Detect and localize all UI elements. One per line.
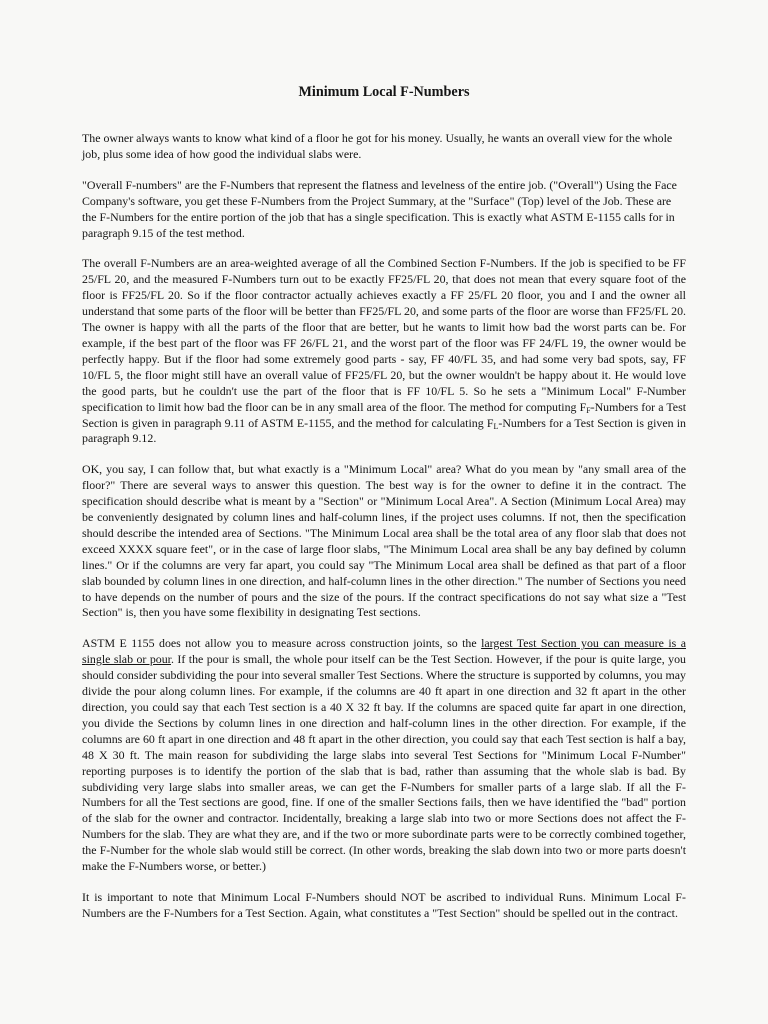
paragraph-intro-text: The owner always wants to know what kind of a floor he got for his money. Usually, he wants an overall view for the whole job, plus some idea of how good the individual slabs were. [82,131,673,161]
paragraph-runs-note-text: It is important to note that Minimum Local F-Numbers should NOT be ascribed to individual Runs. Minimum Local F-Numbers are the F-Numbers for a Test Section. Again, what constitutes a "Test Section" should be spelled out in the contract. [82,889,686,920]
paragraph-test-sections-text [82,636,686,875]
paragraph-area-weighted-text [82,256,686,447]
paragraph-overall-fnumbers-text: "Overall F-numbers" are the F-Numbers that represent the flatness and levelness of the entire job. ("Overall") Using the Face Company's software, you get these F-Numbers from the Project Summary, at the "Surface" (Top) level of the Job. These are the F-Numbers for the entire portion of the job that has a single specification. This is exactly what ASTM E-1155 calls for in paragraph 9.15 of the test method. [82,177,677,240]
text-run: . If the pour is small, the whole pour itself can be the Test Section. However, if the pour is quite large, you should consider subdividing the pour into several smaller Test Sections. Where the structure is supported by columns, you may divide the pour along column lines. For example, if the columns are 40 ft apart in one direction and 32 ft apart in the other direction, you could say that each Test section is a 40 X 32 ft bay. If the columns are spaced quite far apart in one direction, you divide the Sections by column lines in one direction and half-column lines in the other direction. For example, if the columns are 60 ft apart in one direction and 48 ft apart in the other direction, you could say that each Test section is half a bay, 48 X 30 ft. The main reason for subdividing the large slabs into several Test Sections for "Minimum Local F-Number" reporting purposes is to identify the portion of the slab that is bad, rather than assuming that the whole slab is bad. By subdividing very large slabs into smaller areas, we can get the F-Numbers for smaller parts of a large slab. If all the F-Numbers for all the Test sections are good, fine. If one of the smaller Sections fails, then we have identified the "bad" portion of the slab for the owner and contractor. Incidentally, breaking a large slab into two or more Sections does not affect the F-Numbers for the slab. They are what they are, and if the two or more subordinate parts were to be correctly combined together, the F-Number for the whole slab would still be correct. (In other words, breaking the slab down into two or more parts doesn't make the F-Numbers worse, or better.) [82,652,686,874]
text-run: The overall F-Numbers are an area-weighted average of all the Combined Section F-Numbers. If the job is specified to be FF 25/FL 20, and the measured F-Numbers turn out to be exactly FF25/FL 20, that does not mean that every square foot of the floor is FF25/FL 20. So if the floor contractor actually achieves exactly a FF 25/FL 20 floor, you and I and the owner all understand that some parts of the floor will be better than FF25/FL 20, and some parts of the floor are worse than FF25/FL 20. The owner is happy with all the parts of the floor that are better, but he wants to limit how bad the worst parts can be. For example, if the best part of the floor was FF 26/FL 21, and the worst part of the floor was FF 24/FL 19, the owner would be perfectly happy. But if the floor had some extremely good parts - say, FF 40/FL 35, and had some very bad spots, say, FF 10/FL 5, the floor might still have an overall value of FF25/FL 20, but the owner wouldn't be happy about it. He would love the good parts, but he couldn't use the part of the floor that is FF 10/FL 5. So he sets a "Minimum Local" F-Number specification to limit how bad the floor can be in any small area of the floor. The method for computing F [82,256,686,414]
paragraph-minimum-local-area [82,462,686,621]
page-title: Minimum Local F-Numbers [298,84,470,100]
paragraph-test-sections [82,636,686,875]
paragraph-area-weighted [82,256,686,447]
text-run: -Numbers for a Test Section is given in paragraph 9.11 of ASTM E-1155, and the method for calculating F [82,399,686,430]
paragraph-runs-note [82,890,686,922]
underlined-phrase: largest Test Section you can measure is a single slab or pour [82,636,686,667]
subscript-l: L [493,421,499,431]
subscript-f: F [586,405,591,415]
text-run: -Numbers for a Test Section is given in paragraph 9.12. [82,415,686,446]
paragraph-intro [82,131,686,163]
paragraph-overall-fnumbers [82,178,686,242]
paragraph-minimum-local-area-text: OK, you say, I can follow that, but what exactly is a "Minimum Local" area? What do you mean by "any small area of the floor?" There are several ways to answer this question. The best way is for the owner to define it in the contract. The specification should describe what is meant by a "Section" or "Minimum Local Area". A Section (Minimum Local Area) may be conveniently designated by column lines and half-column lines, if the project uses columns. If not, then the specification should describe the intended area of Sections. "The Minimum Local area shall be the total area of any floor slab that does not exceed XXXX square feet", or in the case of large floor slabs, "The Minimum Local area shall be any bay defined by column lines." Or if the columns are very far apart, you could say "The Minimum Local area shall be defined as that part of a floor slab bounded by column lines in one direction, and half-column lines in the other direction." The number of Sections you need to have depends on the number of pours and the size of the pours. If the contract specifications do not say what size a "Test Section" is, then you have some flexibility in designating Test sections. [82,462,686,620]
text-run: ASTM E 1155 does not allow you to measure across construction joints, so the [82,636,482,651]
